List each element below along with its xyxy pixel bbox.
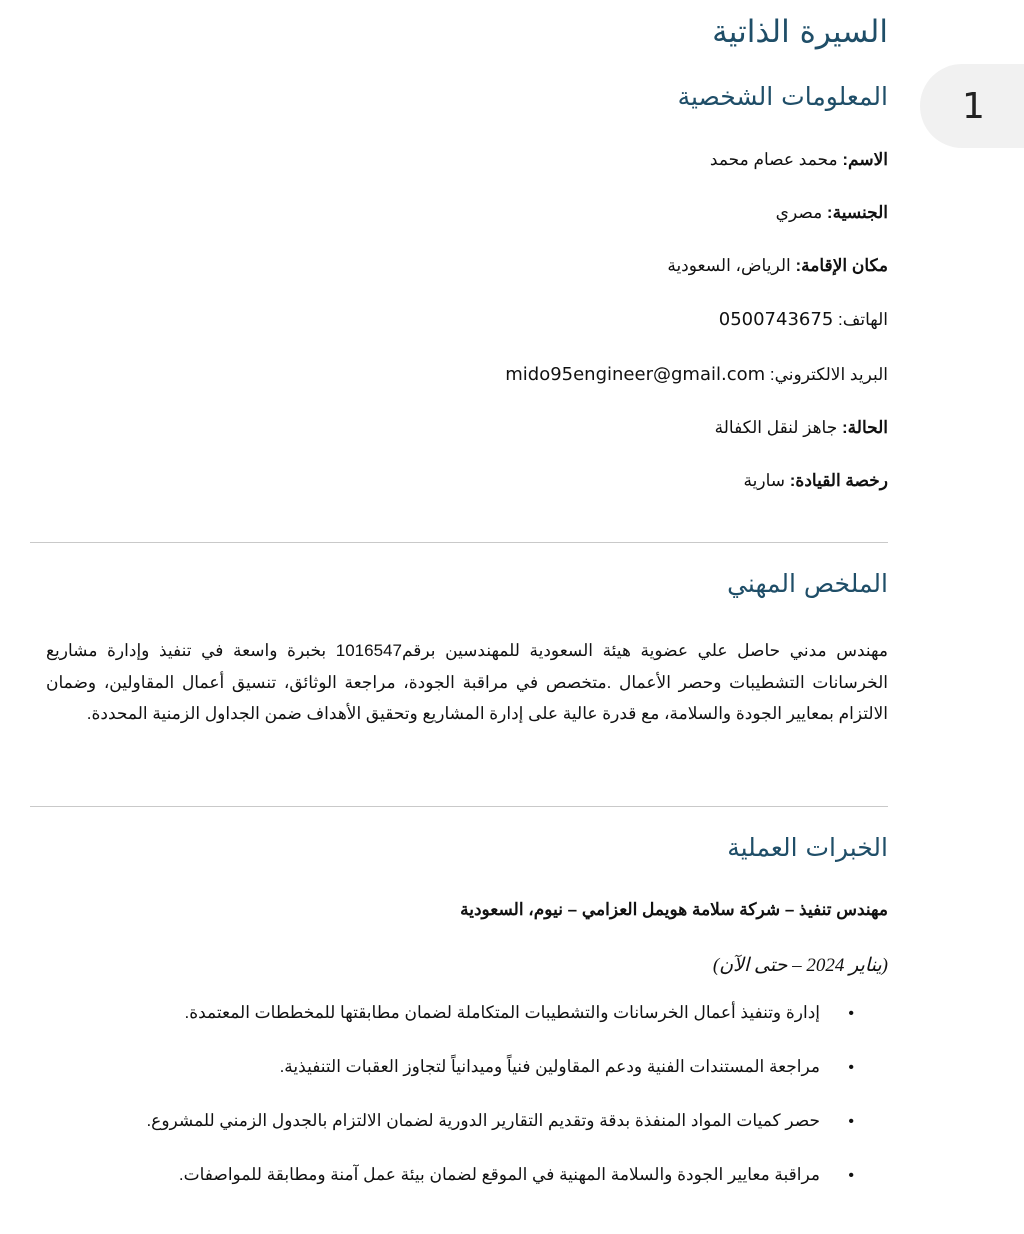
bullet-icon: • <box>848 1005 854 1022</box>
residence-label: مكان الإقامة: <box>795 256 888 275</box>
nationality-value: مصري <box>775 203 823 222</box>
job-title: مهندس تنفيذ – شركة سلامة هويمل العزامي – نيوم، السعودية <box>460 900 888 919</box>
name-label: الاسم: <box>842 150 888 169</box>
email-field <box>505 364 888 385</box>
duty-text: مراقبة معايير الجودة والسلامة المهنية في الموقع لضمان بيئة عمل آمنة ومطابقة للمواصفات. <box>178 1165 820 1184</box>
duties-list <box>146 1003 854 1219</box>
bullet-icon: • <box>848 1167 854 1184</box>
duty-text: إدارة وتنفيذ أعمال الخرسانات والتشطيبات المتكاملة لضمان مطابقتها للمخططات المعتمدة. <box>184 1003 820 1022</box>
section-divider <box>30 542 888 543</box>
personal-info-heading: المعلومات الشخصية <box>677 82 888 111</box>
list-item <box>146 1003 854 1057</box>
summary-text: مهندس مدني حاصل علي عضوية هيئة السعودية للمهندسين برقم1016547 بخبرة واسعة في تنفيذ وإدارة مشاريع الخرسانات التشطيبات وحصر الأعمال .متخصص في مراقبة الجودة، مراجعة الوثائق، تنسيق أعمال المقاولين، وضمان الالتزام بمعايير الجودة والسلامة، مع قدرة عالية على إدارة المشاريع وتحقيق الأهداف ضمن الجداول الزمنية المحددة. <box>46 641 888 723</box>
residence-value: الرياض، السعودية <box>667 256 791 275</box>
list-item <box>146 1165 854 1219</box>
bullet-icon: • <box>848 1059 854 1076</box>
summary-heading: الملخص المهني <box>727 569 888 598</box>
document-title: السيرة الذاتية <box>712 14 888 50</box>
license-field <box>744 471 888 491</box>
duty-text: مراجعة المستندات الفنية ودعم المقاولين فنياً وميدانياً لتجاوز العقبات التنفيذية. <box>279 1057 820 1076</box>
email-value: mido95engineer@gmail.com <box>505 364 766 385</box>
license-label: رخصة القيادة: <box>789 471 888 490</box>
bullet-icon: • <box>848 1113 854 1130</box>
job-period: (يناير 2024 – حتى الآن) <box>712 955 888 976</box>
license-value: سارية <box>743 471 786 490</box>
list-item <box>146 1111 854 1165</box>
status-value: جاهز لنقل الكفالة <box>714 418 838 437</box>
phone-value: 0500743675 <box>718 309 834 330</box>
experience-heading: الخبرات العملية <box>727 833 888 862</box>
nationality-field <box>776 203 888 223</box>
email-label: البريد الالكتروني: <box>769 365 888 384</box>
section-divider <box>30 806 888 807</box>
phone-field <box>719 309 888 330</box>
duty-text: حصر كميات المواد المنفذة بدقة وتقديم التقارير الدورية لضمان الالتزام بالجدول الزمني للمشروع. <box>146 1111 820 1130</box>
nationality-label: الجنسية: <box>826 203 888 222</box>
phone-label: الهاتف: <box>838 310 888 329</box>
status-label: الحالة: <box>841 418 888 437</box>
list-item <box>146 1057 854 1111</box>
name-value: محمد عصام محمد <box>709 150 838 169</box>
residence-field <box>667 256 888 276</box>
name-field <box>710 150 888 170</box>
status-field <box>715 418 888 438</box>
page-number-badge: 1 <box>920 64 1024 148</box>
